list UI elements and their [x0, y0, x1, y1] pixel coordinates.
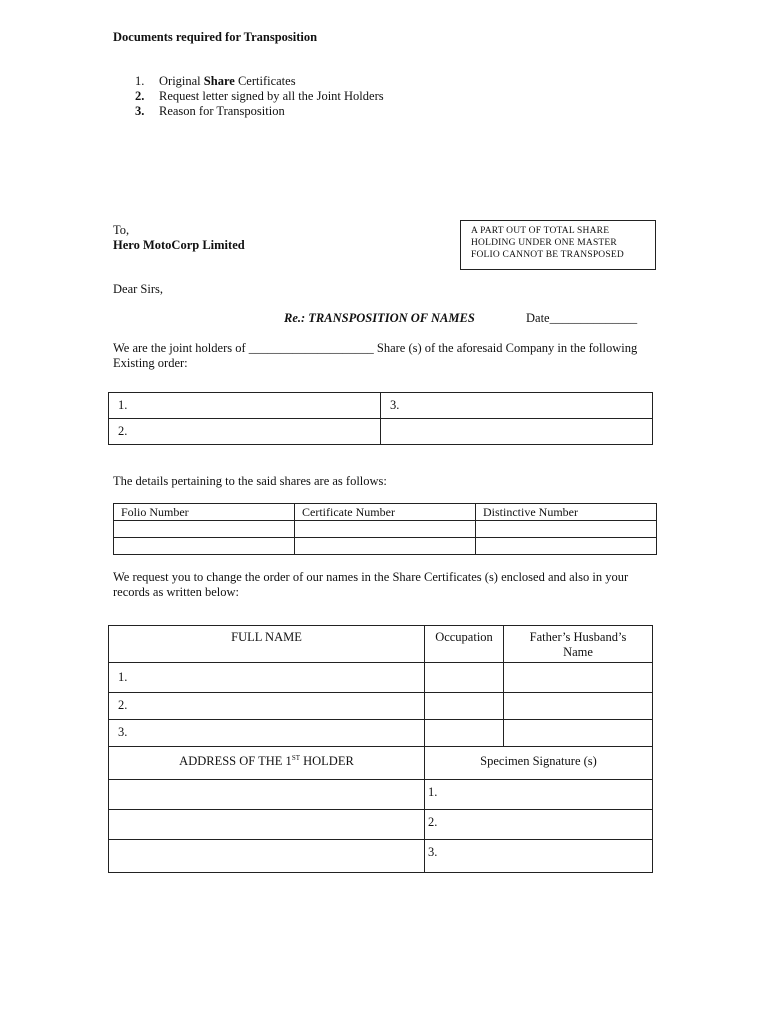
requirement-number: 2.	[135, 89, 145, 103]
names-table	[108, 625, 653, 873]
table-row	[109, 810, 653, 840]
address-cell[interactable]	[109, 780, 425, 810]
existing-order-cell[interactable]	[381, 419, 653, 445]
distinctive-cell[interactable]	[476, 538, 657, 555]
requirement-text: Reason for Transposition	[159, 104, 285, 118]
existing-order-table	[108, 392, 653, 445]
existing-order-cell[interactable]: 3.	[381, 393, 653, 419]
column-header: Folio Number	[114, 504, 295, 521]
to-label: To,	[113, 223, 130, 237]
address-cell[interactable]	[109, 840, 425, 873]
details-paragraph: The details pertaining to the said shares are as follows:	[113, 474, 387, 488]
joint-holders-paragraph: We are the joint holders of ____________________ Share (s) of the aforesaid Company in the following Existing order:	[113, 341, 638, 370]
table-row	[114, 521, 657, 538]
table-row	[109, 720, 653, 747]
existing-order-cell[interactable]: 1.	[109, 393, 381, 419]
address-cell[interactable]	[109, 810, 425, 840]
certificate-cell[interactable]	[295, 538, 476, 555]
name-cell[interactable]: 3.	[109, 720, 425, 747]
table-header-row	[114, 504, 657, 521]
notice-line: FOLIO CANNOT BE TRANSPOSED	[471, 250, 624, 260]
company-name: Hero MotoCorp Limited	[113, 238, 245, 252]
address-header-row	[109, 747, 653, 780]
share-details-table	[113, 503, 657, 555]
table-row	[114, 538, 657, 555]
table-row	[109, 780, 653, 810]
occupation-cell[interactable]	[425, 693, 504, 720]
table-row	[109, 840, 653, 873]
salutation: Dear Sirs,	[113, 282, 163, 296]
table-row	[109, 693, 653, 720]
request-paragraph: We request you to change the order of our names in the Share Certificates (s) enclosed and also in your records as written below:	[113, 570, 629, 599]
signature-header: Specimen Signature (s)	[425, 747, 653, 780]
subject-line: Re.: TRANSPOSITION OF NAMES	[284, 311, 475, 325]
column-header: Distinctive Number	[476, 504, 657, 521]
signature-cell[interactable]: 3.	[425, 840, 653, 873]
notice-line: HOLDING UNDER ONE MASTER	[471, 238, 617, 248]
requirement-item	[135, 74, 384, 89]
existing-order-cell[interactable]: 2.	[109, 419, 381, 445]
requirement-item	[135, 89, 384, 104]
father-husband-cell[interactable]	[504, 720, 653, 747]
requirement-number: 1.	[135, 74, 145, 88]
occupation-cell[interactable]	[425, 663, 504, 693]
requirement-item	[135, 104, 384, 119]
address-header: ADDRESS OF THE 1ST HOLDER	[109, 747, 425, 780]
table-header-row	[109, 626, 653, 663]
requirement-number: 3.	[135, 104, 145, 118]
occupation-cell[interactable]	[425, 720, 504, 747]
certificate-cell[interactable]	[295, 521, 476, 538]
date-field[interactable]: Date______________	[526, 311, 638, 325]
column-header: Occupation	[425, 626, 504, 663]
name-cell[interactable]: 2.	[109, 693, 425, 720]
column-header: Father’s Husband’s Name	[504, 626, 653, 663]
notice-line: A PART OUT OF TOTAL SHARE	[471, 226, 610, 236]
column-header: Certificate Number	[295, 504, 476, 521]
table-row	[109, 663, 653, 693]
father-husband-cell[interactable]	[504, 663, 653, 693]
column-header: FULL NAME	[109, 626, 425, 663]
distinctive-cell[interactable]	[476, 521, 657, 538]
signature-cell[interactable]: 2.	[425, 810, 653, 840]
name-cell[interactable]: 1.	[109, 663, 425, 693]
folio-cell[interactable]	[114, 538, 295, 555]
table-row	[109, 419, 653, 445]
table-row	[109, 393, 653, 419]
notice-box	[460, 220, 656, 270]
requirements-list	[135, 74, 384, 119]
page-heading: Documents required for Transposition	[113, 30, 318, 44]
father-husband-cell[interactable]	[504, 693, 653, 720]
requirement-text: Request letter signed by all the Joint Holders	[159, 89, 384, 103]
signature-cell[interactable]: 1.	[425, 780, 653, 810]
addressee-block	[113, 223, 245, 253]
folio-cell[interactable]	[114, 521, 295, 538]
requirement-text: Original Share Certificates	[159, 74, 296, 88]
